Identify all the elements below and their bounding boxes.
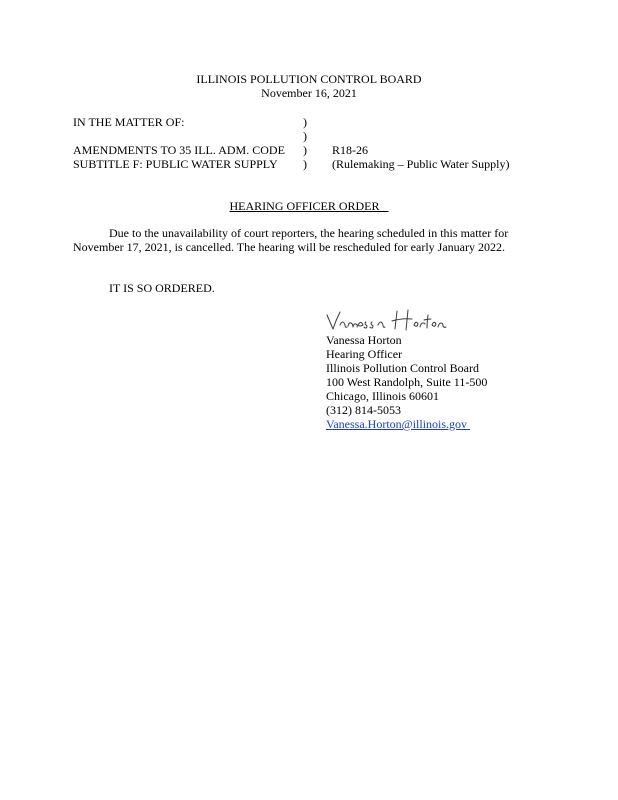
matter-label: IN THE MATTER OF:	[73, 115, 185, 129]
order-body-line: November 17, 2021, is cancelled. The hearing will be rescheduled for early January 2022.	[73, 240, 505, 254]
order-title: HEARING OFFICER ORDER	[229, 199, 380, 213]
agency-name: ILLINOIS POLLUTION CONTROL BOARD	[196, 72, 422, 86]
address-line-1: 100 West Randolph, Suite 11-500	[326, 375, 488, 389]
order-title-underline-trail	[380, 199, 389, 213]
order-date: November 16, 2021	[261, 86, 357, 100]
caption-paren: )	[303, 129, 307, 143]
address-line-2: Chicago, Illinois 60601	[326, 389, 439, 403]
closing-statement: IT IS SO ORDERED.	[109, 281, 215, 295]
phone-number: (312) 814-5053	[326, 403, 401, 417]
signer-name: Vanessa Horton	[326, 333, 402, 347]
caption-line-amendments: AMENDMENTS TO 35 ILL. ADM. CODE	[73, 143, 285, 157]
signer-title: Hearing Officer	[326, 347, 403, 361]
order-body-line: Due to the unavailability of court reporters, the hearing scheduled in this matter for	[109, 226, 509, 240]
handwritten-signature	[324, 306, 454, 336]
caption-line-subtitle: SUBTITLE F: PUBLIC WATER SUPPLY	[73, 157, 278, 171]
docket-number: R18-26	[332, 143, 368, 157]
email-link-trail	[467, 417, 470, 431]
caption-paren: )	[303, 143, 307, 157]
document-header	[0, 72, 618, 100]
order-body	[73, 226, 523, 254]
proceeding-type: (Rulemaking – Public Water Supply)	[332, 157, 510, 171]
signer-organization: Illinois Pollution Control Board	[326, 361, 480, 375]
caption-paren: )	[303, 157, 307, 171]
email-link[interactable]: Vanessa.Horton@illinois.gov	[326, 417, 468, 431]
signature-block	[326, 333, 487, 431]
caption-paren: )	[303, 115, 307, 129]
order-title-wrapper	[0, 199, 618, 213]
